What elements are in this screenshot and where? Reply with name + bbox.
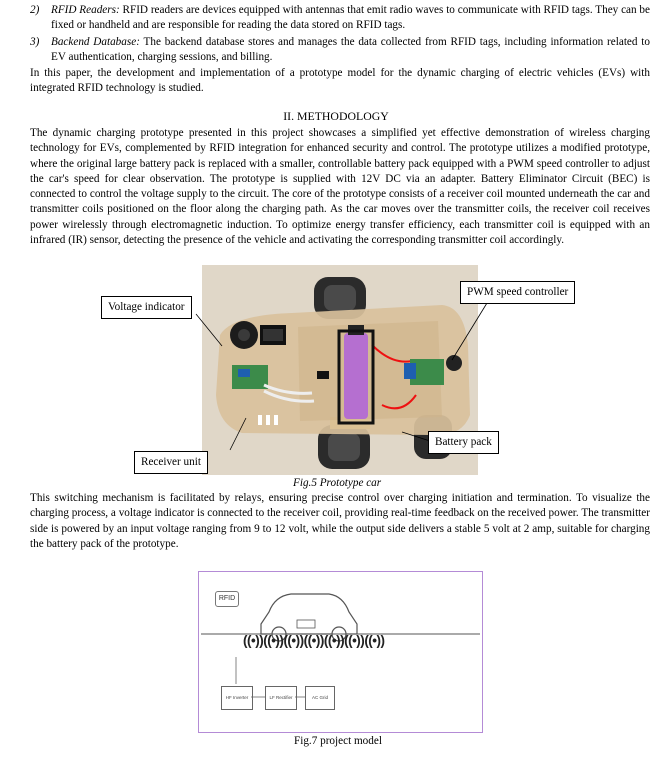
wireless-wave-icon: ((•)) (344, 633, 365, 648)
label-pwm-speed-controller: PWM speed controller (460, 281, 575, 304)
wireless-wave-icon: ((•)) (263, 633, 284, 648)
figure5-caption: Fig.5 Prototype car (293, 477, 382, 489)
label-battery-pack: Battery pack (428, 431, 499, 454)
rfid-tag: RFID (215, 591, 239, 607)
lf-rectifier-block: LF Rectifier (265, 686, 297, 710)
wireless-wave-row (243, 633, 385, 648)
methodology-paragraph: The dynamic charging prototype presented in this project showcases a simplified yet effective demonstration of wireless charging technology for EVs, complemented by RFID integration for enhanced security and control. The prototype utilizes a modified prototype, where the original large battery pack is replaced with a smaller, controllable battery pack equipped with a PWM speed controller to adjust the car's speed for clear observation. The prototype is supplied with 12V DC via an adapter. Battery Eliminator Circuit (BEC) is connected to control the voltage supply to the circuit. The core of the prototype consists of a receiver coil mounted underneath the car and transmitter coils positioned on the floor along the charging path. As the car moves over the transmitter coils, the receiver coil receives power wirelessly through electromagnetic induction. To optimize energy transfer efficiency, each transmitter coil is equipped with an infrared (IR) sensor, detecting the presence of the vehicle and activating the corresponding transmitter coil accordingly. (30, 127, 650, 247)
term-backend-database: Backend Database: (51, 36, 140, 48)
hf-inverter-block: HF Inverter (221, 686, 253, 710)
switching-paragraph: This switching mechanism is facilitated by relays, ensuring precise control over charging initiation and termination. To visualize the charging process, a voltage indicator is connected to the receiver coil, providing real-time feedback on the received power. The transmitter side is powered by an input voltage ranging from 9 to 12 volt, while the output side delivers a stable 5 volt at 2 amp, suitable for charging the battery pack of the prototype. (30, 492, 650, 550)
wireless-wave-icon: ((•)) (364, 633, 385, 648)
text-backend-database: The backend database stores and manages the data collected from RFID tags, including information related to EV authentication, charging sessions, and billing. (51, 36, 650, 64)
list-number-2: 2) (30, 4, 40, 16)
text-rfid-readers: RFID readers are devices equipped with antennas that emit radio waves to communicate with RFID tags. They can be fixed or handheld and are responsible for reading the data stored on RFID tags. (51, 4, 650, 32)
project-model-figure (198, 571, 483, 733)
list-number-3: 3) (30, 36, 40, 48)
ac-grid-block: AC Grid (305, 686, 335, 710)
label-receiver-unit: Receiver unit (134, 451, 208, 474)
wireless-wave-icon: ((•)) (323, 633, 345, 648)
wireless-wave-icon: ((•)) (243, 633, 264, 648)
figure7-caption: Fig.7 project model (294, 735, 382, 747)
term-rfid-readers: RFID Readers: (51, 4, 120, 16)
intro-paragraph: In this paper, the development and implementation of a prototype model for the dynamic charging of electric vehicles (EVs) with integrated RFID technology is studied. (30, 67, 650, 95)
wireless-wave-icon: ((•)) (303, 633, 324, 648)
section-heading: II. METHODOLOGY (283, 109, 389, 123)
wireless-wave-icon: ((•)) (283, 633, 304, 648)
label-voltage-indicator: Voltage indicator (101, 296, 192, 319)
